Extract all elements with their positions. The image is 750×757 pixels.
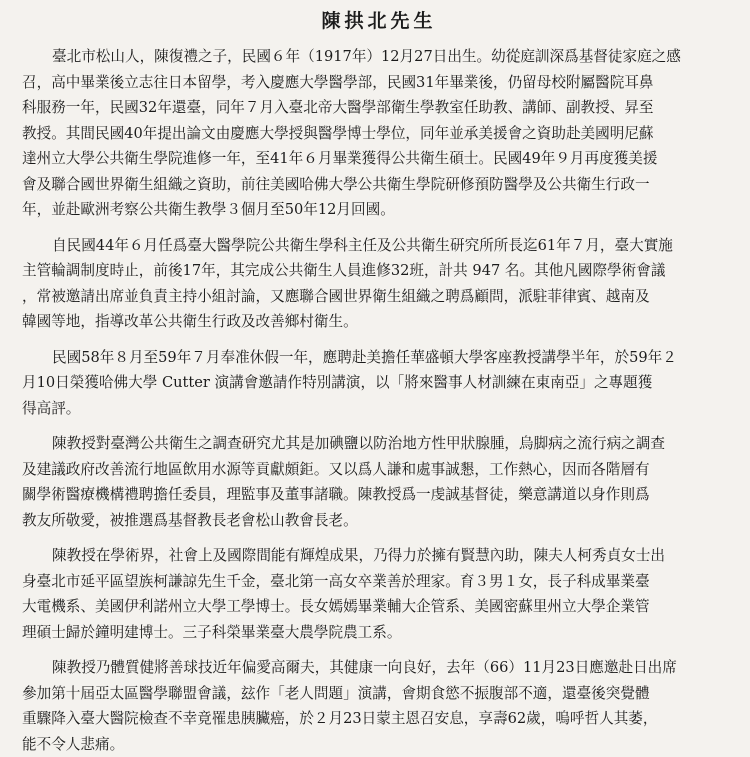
text-line: 達州立大學公共衛生學院進修一年，至41年６月畢業獲得公共衛生碩士。民國49年９月再度獲美援 bbox=[22, 146, 736, 172]
text-line: 陳教授在學術界，社會上及國際間能有輝煌成果，乃得力於擁有賢慧內助，陳夫人柯秀貞女士出 bbox=[22, 543, 736, 569]
text-line: 陳教授對臺灣公共衛生之調查研究尤其是加碘鹽以防治地方性甲狀腺腫，烏脚病之流行病之調查 bbox=[22, 431, 736, 457]
paragraph-5 bbox=[22, 543, 736, 645]
text-line: 得高評。 bbox=[22, 396, 736, 422]
text-line: 參加第十屆亞太區醫學聯盟會議，玆作「老人問題」演講，會期食慾不振腹部不適，還臺後突覺體 bbox=[22, 681, 736, 707]
paragraph-2 bbox=[22, 233, 736, 335]
text-line: 自民國44年６月任爲臺大醫學院公共衛生學科主任及公共衛生研究所所長迄61年７月，臺大實施 bbox=[22, 233, 736, 259]
text-line: 重驟降入臺大醫院檢查不幸竟罹患胰臟癌，於２月23日蒙主恩召安息，享壽62歲，嗚呼哲人其萎， bbox=[22, 706, 736, 732]
text-line: 年，並赴歐洲考察公共衛生教學３個月至50年12月回國。 bbox=[22, 197, 736, 223]
text-line: 科服務一年，民國32年還臺，同年７月入臺北帝大醫學部衛生學教室任助教、講師、副教授、昇至 bbox=[22, 95, 736, 121]
text-line: 民國58年８月至59年７月奉准休假一年，應聘赴美擔任華盛頓大學客座教授講學半年，於59年２ bbox=[22, 345, 736, 371]
text-line: 關學術醫療機構禮聘擔任委員，理監事及董事諸職。陳教授爲一虔誠基督徒，樂意講道以身作則爲 bbox=[22, 482, 736, 508]
text-line: ，常被邀請出席並負責主持小組討論，又應聯合國世界衛生組織之聘爲顧問，派駐菲律賓、越南及 bbox=[22, 284, 736, 310]
text-line: 會及聯合國世界衛生組織之資助，前往美國哈佛大學公共衛生學院研修預防醫學及公共衛生行政一 bbox=[22, 172, 736, 198]
paragraph-6 bbox=[22, 655, 736, 757]
text-line: 教授。其間民國40年提出論文由慶應大學授與醫學博士學位，同年並承美援會之資助赴美國明尼蘇 bbox=[22, 121, 736, 147]
text-line: 及建議政府改善流行地區飲用水源等貢獻頗鉅。又以爲人謙和處事誠懇，工作熱心，因而各階層有 bbox=[22, 457, 736, 483]
text-line: 月10日榮獲哈佛大學 Cutter 演講會邀請作特別講演，以「將來醫事人材訓練在東南亞」之專題獲 bbox=[22, 370, 736, 396]
page-title: 陳拱北先生 bbox=[22, 8, 736, 34]
text-line: 主管輪調制度時止，前後17年，其完成公共衛生人員進修32班，計共 947 名。其他凡國際學術會議 bbox=[22, 258, 736, 284]
paragraph-3 bbox=[22, 345, 736, 422]
text-line: 身臺北市延平區望族柯謙諒先生千金，臺北第一高女卒業善於理家。育３男１女，長子科成畢業臺 bbox=[22, 569, 736, 595]
paragraph-4 bbox=[22, 431, 736, 533]
text-line: 能不令人悲痛。 bbox=[22, 732, 736, 757]
text-line: 大電機系、美國伊利諾州立大學工學博士。長女嫣嫣畢業輔大企管系、美國密蘇里州立大學企業管 bbox=[22, 594, 736, 620]
text-line: 教友所敬愛，被推選爲基督教長老會松山教會長老。 bbox=[22, 508, 736, 534]
text-line: 理碩士歸於鐘明建博士。三子科榮畢業臺大農學院農工系。 bbox=[22, 620, 736, 646]
text-line: 召，高中畢業後立志往日本留學，考入慶應大學醫學部，民國31年畢業後，仍留母校附屬醫院耳鼻 bbox=[22, 70, 736, 96]
text-line: 臺北市松山人，陳復禮之子，民國６年（1917年）12月27日出生。幼從庭訓深爲基督徒家庭之感 bbox=[22, 44, 736, 70]
text-line: 韓國等地，指導改革公共衛生行政及改善鄉村衛生。 bbox=[22, 309, 736, 335]
paragraph-1 bbox=[22, 44, 736, 223]
text-line: 陳教授乃體質健將善球技近年偏愛高爾夫，其健康一向良好，去年（66）11月23日應邀赴日出席 bbox=[22, 655, 736, 681]
